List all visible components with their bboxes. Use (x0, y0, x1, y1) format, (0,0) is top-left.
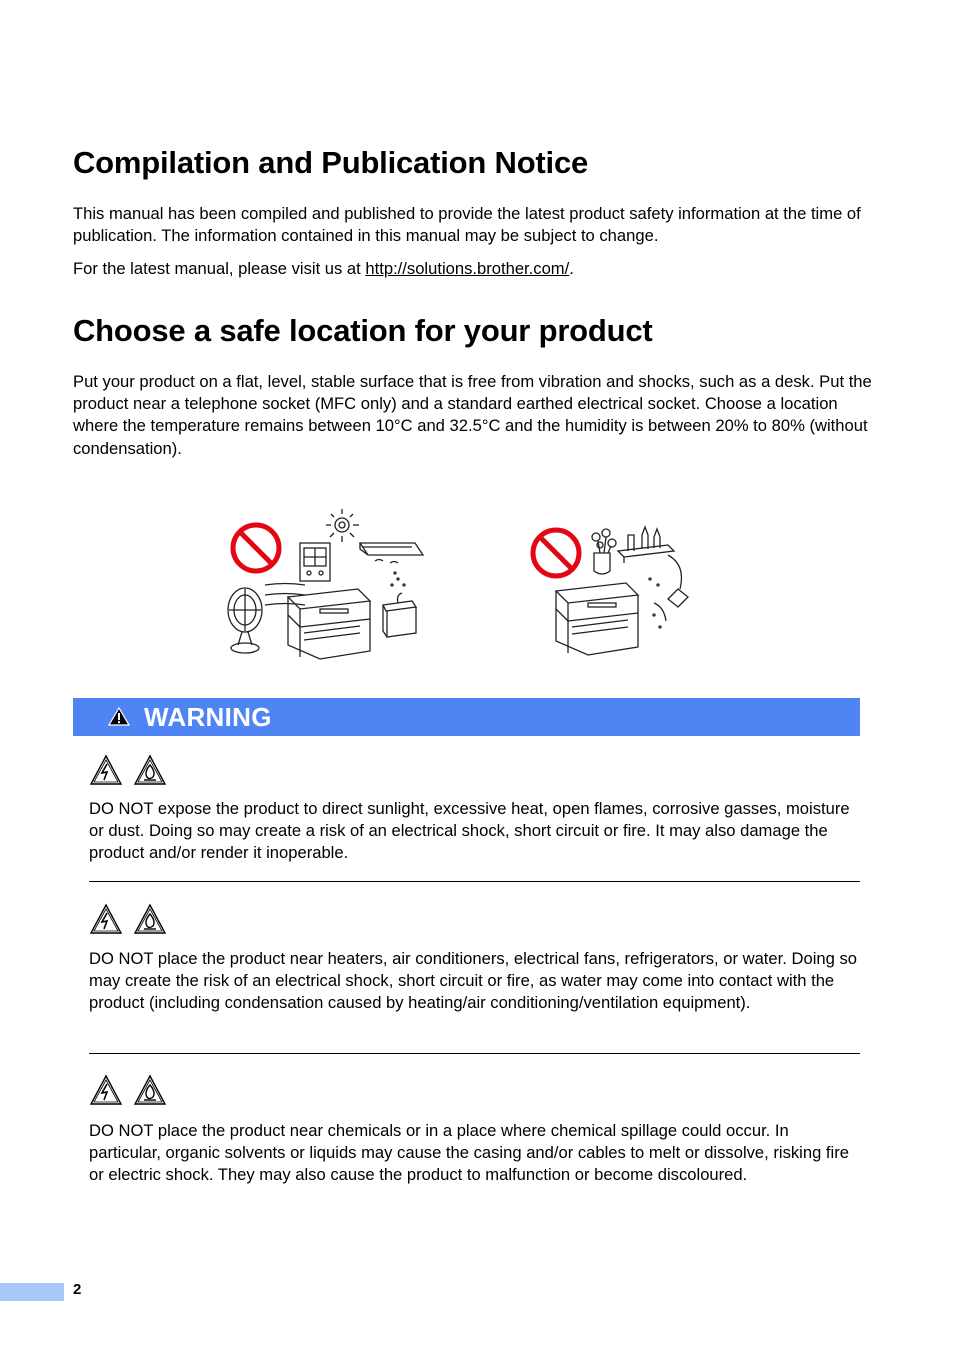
prohibition-icon (233, 525, 279, 571)
latest-manual-paragraph (73, 258, 873, 280)
safe-location-paragraph: Put your product on a flat, level, stable surface that is free from vibration and shocks, such as a desk. Put the product near a telephone socket (MFC only) and a standard earthed electrical socket. Choose a location where the temperature remains between 10°C and 32.5°C and the humidity is between 20% to 80% (without condensation). (73, 372, 872, 458)
printer-icon (288, 589, 370, 659)
illustration-heat-sources (220, 505, 430, 665)
latest-manual-prefix: For the latest manual, please visit us at (73, 259, 366, 278)
fan-icon (228, 584, 305, 654)
warning-text-1: DO NOT expose the product to direct sunlight, excessive heat, open flames, corrosive gasses, moisture or dust. Doing so may create a risk of an electrical shock, short circuit or fire. It may also damage the product and/or render it inoperable. (89, 799, 850, 863)
divider-2 (89, 1053, 860, 1054)
divider-1 (89, 881, 860, 882)
latest-manual-suffix: . (569, 259, 574, 278)
flower-vase-icon (592, 529, 616, 574)
sun-icon (326, 509, 359, 542)
prohibition-icon (533, 530, 579, 576)
warning-text-2: DO NOT place the product near heaters, air conditioners, electrical fans, refrigerators, or water. Doing so may create the risk of an electrical shock, short circuit or fire, as water may come into contact with the product (including condensation caused by heating/air conditioning/ventilation equipment). (89, 949, 857, 1013)
fire-hazard-icon (133, 754, 167, 786)
page-tab (0, 1283, 64, 1301)
warning-label: WARNING (144, 702, 272, 732)
section-title-safe-location: Choose a safe location for your product (73, 313, 653, 348)
electric-shock-icon (89, 1074, 123, 1106)
fire-hazard-icon (133, 1074, 167, 1106)
fire-hazard-icon (133, 903, 167, 935)
shelf-bottles-icon (618, 527, 674, 563)
air-conditioner-icon (360, 543, 423, 563)
electric-shock-icon (89, 903, 123, 935)
electric-shock-icon (89, 754, 123, 786)
warning-triangle-icon (108, 707, 130, 726)
warning-header-bar (73, 698, 860, 736)
page-number: 2 (73, 1281, 82, 1298)
section-title-compilation: Compilation and Publication Notice (73, 145, 589, 180)
cleaning-spray-icon (649, 555, 688, 628)
solutions-link[interactable]: http://solutions.brother.com/ (365, 259, 570, 278)
heater-icon (300, 543, 330, 581)
illustration-chemicals (528, 515, 698, 665)
warning-text-3: DO NOT place the product near chemicals or in a place where chemical spillage could occur. In particular, organic solvents or liquids may cause the casing and/or cables to melt or dissolve, risking fire or electric shock. They may also cause the product to malfunction or become discoloured. (89, 1121, 849, 1185)
compilation-paragraph: This manual has been compiled and published to provide the latest product safety information at the time of publication. The information contained in this manual may be subject to change. (73, 204, 861, 246)
humidifier-icon (383, 572, 416, 637)
printer-icon (556, 583, 638, 655)
